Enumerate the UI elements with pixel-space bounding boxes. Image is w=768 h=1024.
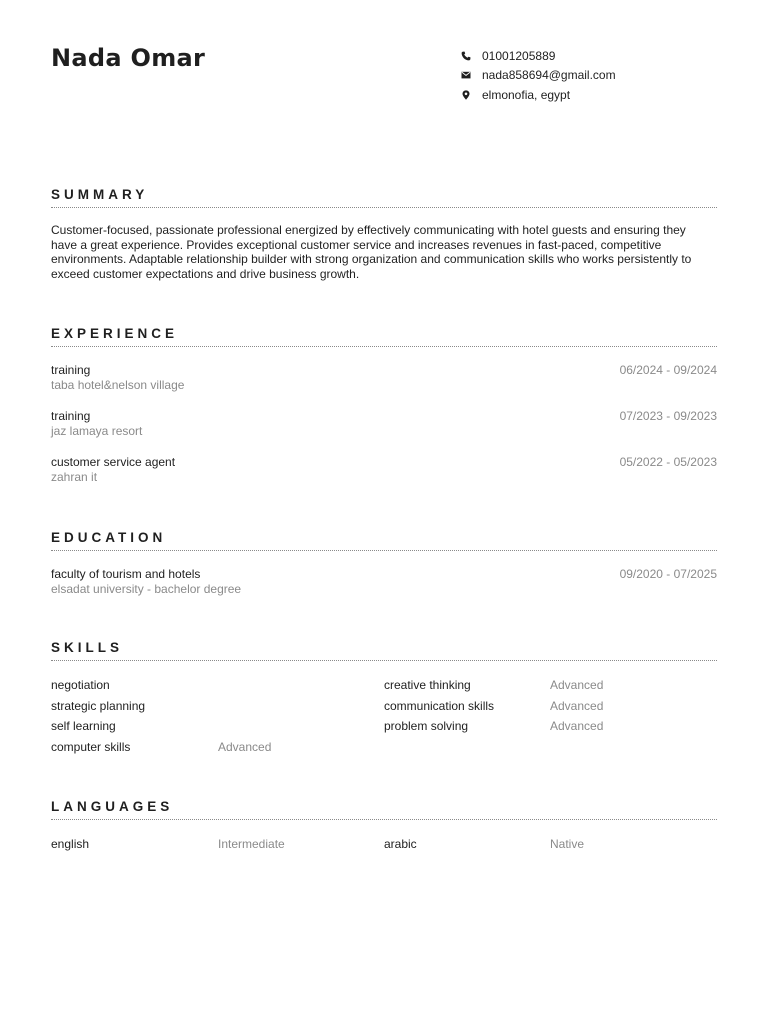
- contact-email: [459, 66, 616, 86]
- experience-entry: [51, 363, 717, 409]
- skill-name: creative thinking: [384, 678, 471, 692]
- contact-phone: [459, 46, 616, 66]
- language-level: Native: [550, 837, 585, 851]
- date-range: 06/2024 - 09/2024: [619, 363, 717, 377]
- institution: elsadat university - bachelor degree: [51, 582, 242, 596]
- skill-name: computer skills: [51, 739, 131, 754]
- summary-heading: SUMMARY: [51, 187, 717, 208]
- language-level: Intermediate: [218, 837, 285, 851]
- language-name: arabic: [384, 837, 417, 851]
- date-range: 07/2023 - 09/2023: [619, 409, 717, 423]
- skill-name: self learning: [51, 719, 116, 733]
- education-section: [51, 530, 717, 613]
- contact-location-text: elmonofia, egypt: [482, 87, 571, 102]
- skill-level: Advanced: [550, 698, 604, 713]
- skill-name: communication skills: [384, 698, 495, 713]
- skill-name: problem solving: [384, 719, 469, 733]
- employer: jaz lamaya resort: [51, 424, 143, 438]
- skill-level: Advanced: [550, 678, 604, 692]
- date-range: 05/2022 - 05/2023: [619, 455, 717, 469]
- languages-section: [51, 799, 717, 858]
- location-pin-icon: [459, 88, 473, 102]
- skill-name: negotiation: [51, 678, 110, 692]
- job-title: training: [51, 363, 91, 377]
- skill-row: [51, 719, 717, 740]
- skill-name: strategic planning: [51, 698, 146, 713]
- degree-title: faculty of tourism and hotels: [51, 567, 201, 581]
- skill-level: Advanced: [550, 719, 604, 733]
- education-entry: [51, 567, 717, 613]
- skill-row: [51, 740, 717, 761]
- contact-location: [459, 85, 616, 105]
- languages-heading: LANGUAGES: [51, 799, 717, 820]
- summary-text: Customer-focused, passionate professional energized by effectively communicating with hotel guests and ensuring they have a great experience. Provides exceptional customer service and increases revenues in fast-paced, competitive environments. Adaptable relationship builder with strong organization and communication skills who works persistently to exceed customer expectations and drive business growth.: [51, 223, 692, 281]
- experience-entry: [51, 455, 717, 501]
- job-title: customer service agent: [51, 455, 176, 469]
- employer: zahran it: [51, 470, 98, 484]
- skills-heading: SKILLS: [51, 640, 717, 661]
- experience-section: [51, 326, 717, 501]
- language-name: english: [51, 837, 90, 851]
- experience-heading: EXPERIENCE: [51, 326, 717, 347]
- summary-section: [51, 187, 717, 281]
- skill-level: Advanced: [218, 739, 272, 754]
- skill-row: [51, 678, 717, 699]
- email-icon: [459, 68, 473, 82]
- skills-section: [51, 640, 717, 760]
- phone-icon: [459, 49, 473, 63]
- experience-entry: [51, 409, 717, 455]
- candidate-name: Nada Omar: [51, 44, 206, 72]
- language-row: [51, 837, 717, 858]
- contact-info: [459, 46, 616, 105]
- employer: taba hotel&nelson village: [51, 378, 185, 392]
- contact-phone-text: 01001205889: [482, 48, 556, 63]
- skill-row: [51, 699, 717, 720]
- job-title: training: [51, 409, 91, 423]
- contact-email-text: nada858694@gmail.com: [482, 68, 616, 83]
- education-heading: EDUCATION: [51, 530, 717, 551]
- date-range: 09/2020 - 07/2025: [619, 567, 717, 581]
